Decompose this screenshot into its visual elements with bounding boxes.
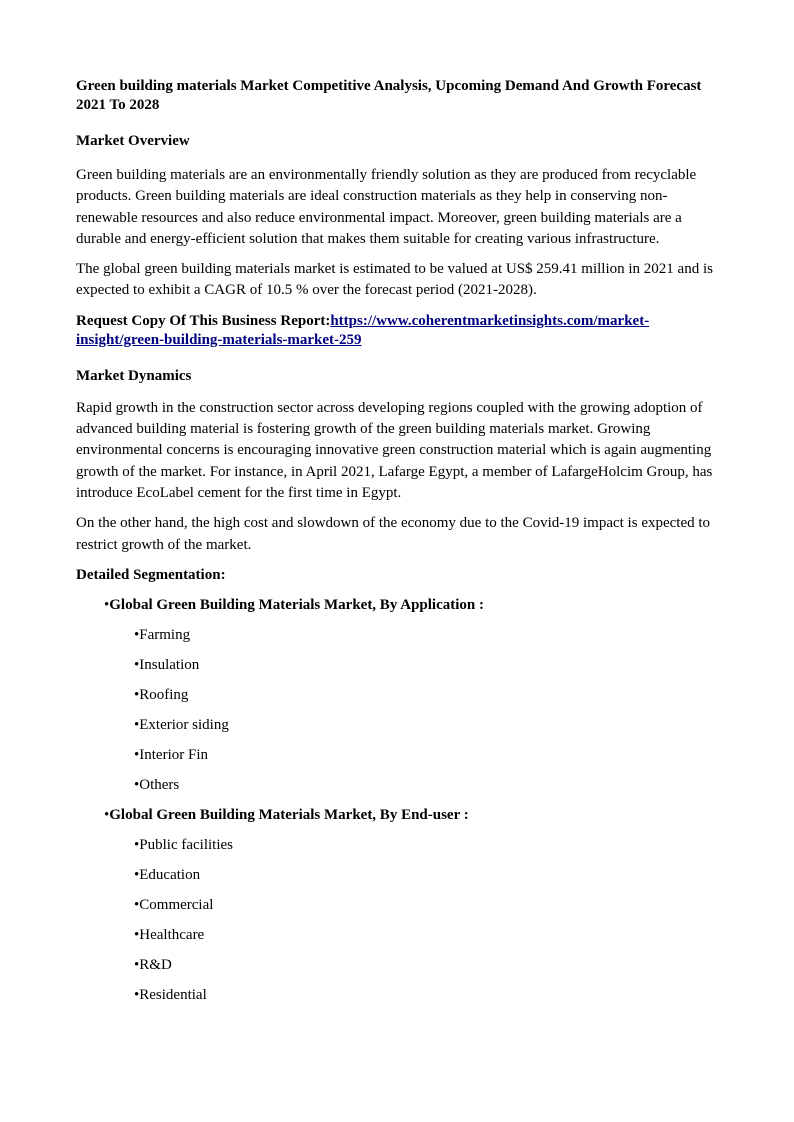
list-item-label: Roofing: [139, 686, 189, 703]
end-user-segment-list: [76, 836, 721, 1005]
list-item: [134, 836, 721, 855]
market-dynamics-paragraph-1: Rapid growth in the construction sector across developing regions coupled with the growing adoption of advanced building material is fostering growth of the green building materials market. Growing environmental concerns is encouraging innovative green construction material which is again augmenting growth of the market. For instance, in April 2021, Lafarge Egypt, a member of LafargeHolcim Group, has introduce EcoLabel cement for the first time in Egypt.: [76, 399, 713, 501]
market-dynamics-paragraph-2: On the other hand, the high cost and slowdown of the economy due to the Covid-19 impact is expected to restrict growth of the market.: [76, 515, 711, 553]
list-item: [134, 776, 721, 795]
bullet-glyph: •: [134, 716, 140, 733]
bullet-glyph: •: [134, 926, 140, 943]
bullet-glyph: •: [104, 596, 110, 613]
list-item-label: Residential: [139, 986, 207, 1003]
list-item-label: Insulation: [139, 656, 200, 673]
bullet-glyph: •: [134, 626, 140, 643]
list-item: [134, 896, 721, 915]
application-segment-heading: [104, 596, 721, 615]
bullet-glyph: •: [134, 656, 140, 673]
list-item: [134, 986, 721, 1005]
bullet-glyph: •: [134, 746, 140, 763]
bullet-glyph: •: [134, 866, 140, 883]
list-item: [134, 746, 721, 765]
list-item: [134, 716, 721, 735]
report-link[interactable]: https://www.coherentmarketinsights.com/market-insight/green-building-materials-market-259: [76, 312, 650, 348]
bullet-glyph: •: [134, 836, 140, 853]
list-item-label: Interior Fin: [139, 746, 209, 763]
list-item-label: Healthcare: [139, 926, 205, 943]
list-item-label: R&D: [139, 956, 172, 973]
list-item: [134, 656, 721, 675]
application-segment-label: Global Green Building Materials Market, By Application :: [109, 596, 484, 613]
market-overview-paragraph-2: The global green building materials market is estimated to be valued at US$ 259.41 million in 2021 and is expected to exhibit a CAGR of 10.5 % over the forecast period (2021-2028).: [76, 261, 713, 299]
list-item-label: Farming: [139, 626, 191, 643]
list-item-label: Exterior siding: [139, 716, 229, 733]
end-user-segment-heading: [104, 806, 721, 825]
end-user-segment-label: Global Green Building Materials Market, By End-user :: [109, 806, 469, 823]
list-item-label: Others: [139, 776, 180, 793]
list-item: [134, 866, 721, 885]
document-page: [76, 77, 721, 1016]
list-item-label: Education: [139, 866, 201, 883]
list-item: [134, 926, 721, 945]
market-overview-paragraph-1: Green building materials are an environmentally friendly solution as they are produced from recyclable products. Green building materials are ideal construction materials as they help in conserving non-renewable resources and also reduce environmental impact. Moreover, green building materials are a durable and energy-efficient solution that makes them suitable for creating various infrastructure.: [76, 167, 697, 247]
bullet-glyph: •: [134, 896, 140, 913]
list-item: [134, 956, 721, 975]
market-overview-heading: Market Overview: [76, 133, 190, 149]
bullet-glyph: •: [134, 776, 140, 793]
segmentation-heading: Detailed Segmentation:: [76, 566, 226, 583]
request-copy-line: [76, 312, 721, 350]
bullet-glyph: •: [134, 956, 140, 973]
document-title: Green building materials Market Competitive Analysis, Upcoming Demand And Growth Forecast 2021 To 2028: [76, 78, 702, 113]
request-copy-label: Request Copy Of This Business Report:: [76, 312, 331, 329]
market-dynamics-heading: Market Dynamics: [76, 367, 192, 384]
bullet-glyph: •: [134, 986, 140, 1003]
bullet-glyph: •: [134, 686, 140, 703]
list-item: [134, 626, 721, 645]
bullet-glyph: •: [104, 806, 110, 823]
list-item: [134, 686, 721, 705]
list-item-label: Public facilities: [139, 836, 233, 853]
list-item-label: Commercial: [139, 896, 214, 913]
application-segment-list: [76, 626, 721, 795]
